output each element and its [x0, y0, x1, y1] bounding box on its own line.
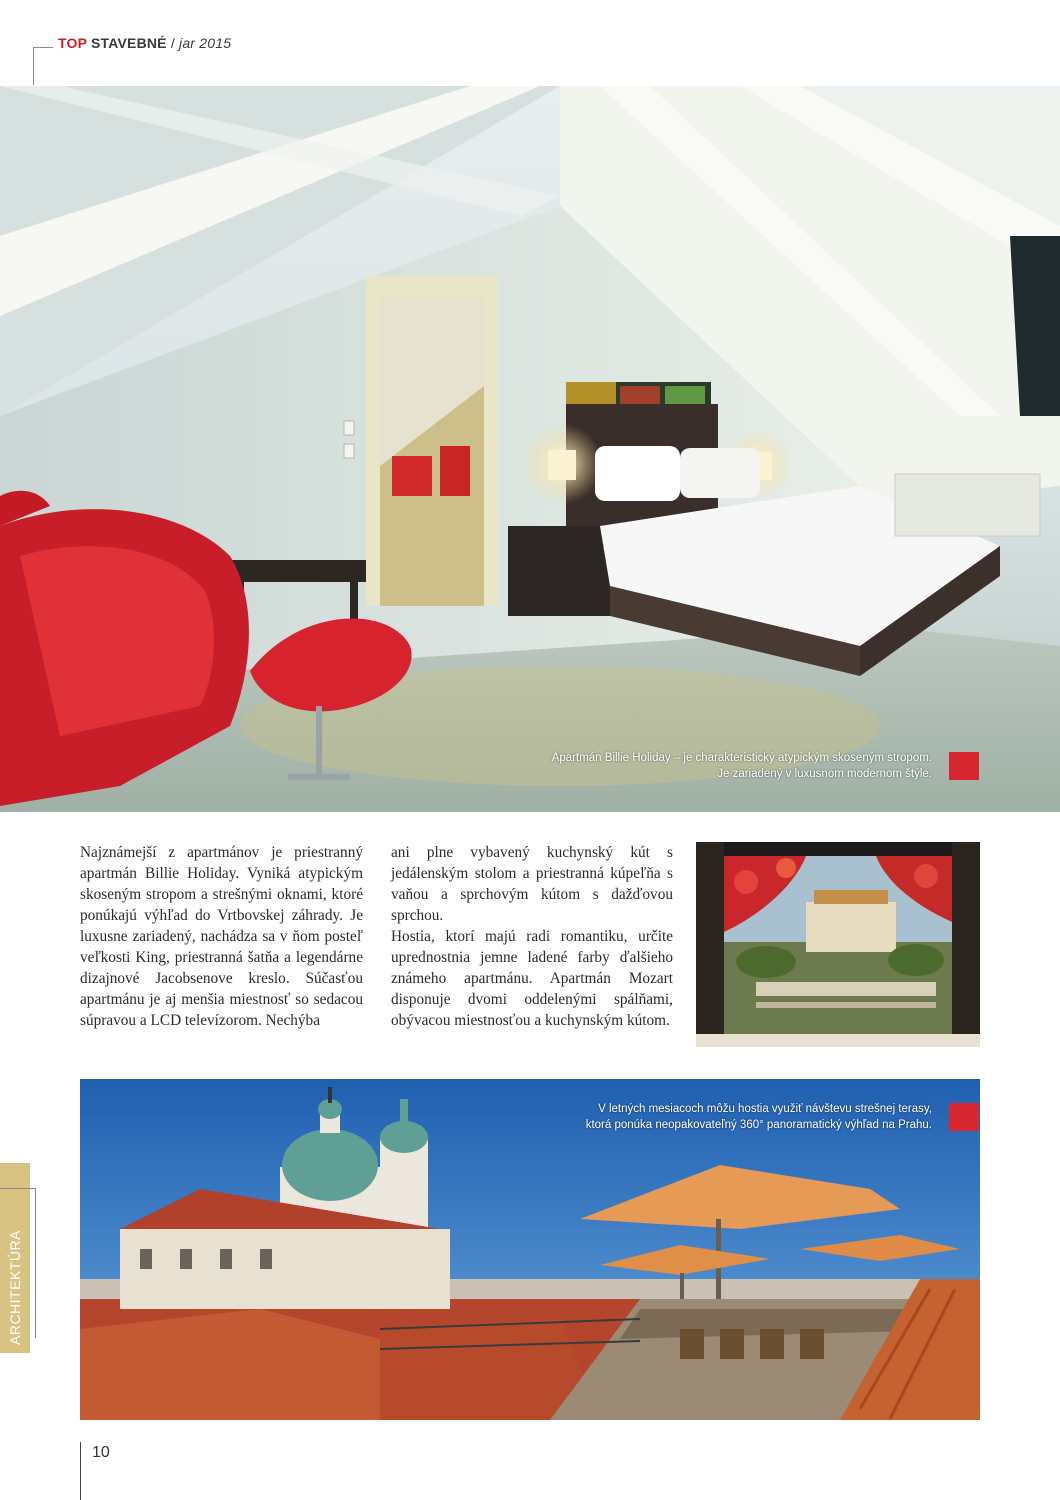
running-header: [58, 35, 231, 51]
article-paragraph: ani plne vybavený kuchynský kút s jedálenským stolom a priestranná kúpeľňa s vaňou a sprchovým kútom s dažďovou sprchou.: [391, 844, 673, 924]
terrace-caption-line1: V letných mesiacoch môžu hostia využiť návštevu strešnej terasy,: [598, 1103, 932, 1115]
garden-window-photo: [696, 842, 980, 1047]
article-paragraph: Hostia, ktorí majú radi romantiku, určite uprednostnia jemne ladené farby ďalšieho známeho apartmánu. Apartmán Mozart disponuje dvomi oddelenými spálňami, obývacou miestnosťou a kuchynským kútom.: [391, 928, 673, 1029]
section-rule-vertical: [35, 1188, 36, 1338]
hero-photo-bedroom: [0, 86, 1060, 812]
section-rule-horizontal: [0, 1188, 36, 1189]
article-paragraph: Najznámejší z apartmánov je priestranný apartmán Billie Holiday. Vyniká atypickým skoseným stropom a strešnými oknami, ktoré ponúkajú výhľad do Vrtbovskej záhrady. Je luxusne zariadený, nachádza sa v ňom posteľ veľkosti King, priestranná šatňa a legendárne dizajnové Jacobsenove kreslo. Súčasťou apartmánu je aj menšia miestnosť so sedacou súpravou a LCD televízorom. Nechýba: [80, 844, 363, 1029]
header-separator: /: [170, 35, 175, 51]
page-number-rule: [80, 1442, 81, 1500]
issue-label: jar 2015: [179, 35, 232, 51]
brand-name: STAVEBNÉ: [90, 35, 167, 51]
header-rule-horizontal: [33, 47, 53, 48]
brand-top: TOP: [58, 35, 87, 51]
article-column-2: [391, 842, 673, 1031]
bedroom-illustration: [0, 86, 1060, 812]
section-label: ARCHITEKTÚRA: [7, 1230, 23, 1345]
caption-marker-square: [949, 752, 979, 780]
terrace-caption: [372, 1101, 932, 1133]
garden-illustration: [696, 842, 980, 1047]
article-column-1: [80, 842, 363, 1031]
terrace-caption-line2: ktorá ponúka neopakovateľný 360° panoramatický výhľad na Prahu.: [585, 1119, 932, 1131]
hero-caption-line2: Je zariadený v luxusnom modernom štýle.: [717, 768, 932, 780]
caption-marker-square: [949, 1103, 979, 1131]
hero-caption: [372, 750, 932, 782]
header-rule-vertical: [33, 47, 34, 85]
hero-caption-line1: Apartmán Billie Holiday – je charakteristický atypickým skoseným stropom.: [551, 752, 932, 764]
page-number: 10: [92, 1444, 110, 1461]
